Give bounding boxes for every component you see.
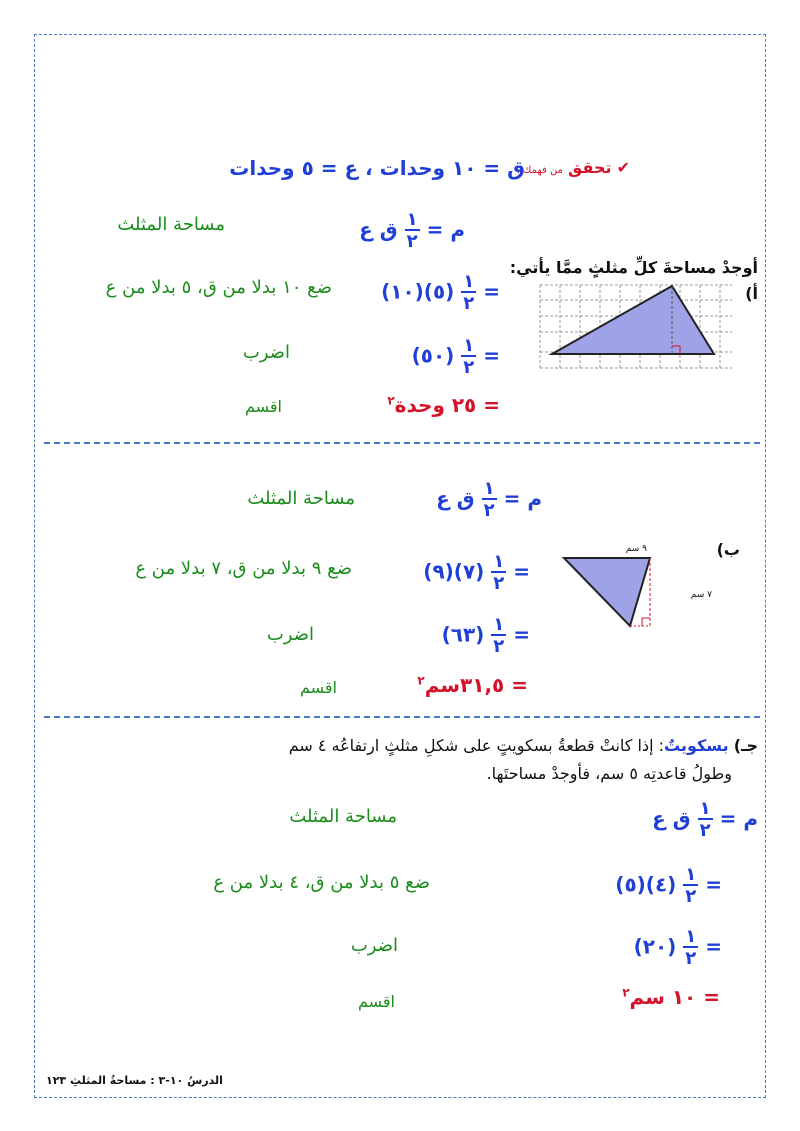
check-label: تحقق: [568, 158, 612, 177]
part-a-step2: = $\frac{١}{٢}$ (٥٠): [411, 335, 500, 378]
part-a-step2-note: اضرب: [242, 342, 290, 363]
given-values: ق = ١٠ وحدات ، ع = ٥ وحدات: [229, 156, 525, 180]
part-b-result: = ٣١,٥سم$^٢$: [417, 673, 528, 697]
part-b-formula: م = $\frac{١}{٢}$ ق ع: [436, 478, 542, 521]
part-b-label: ب): [716, 540, 740, 559]
part-b-step2: = $\frac{١}{٢}$ (٦٣): [441, 614, 530, 657]
formula-lhs: م =: [426, 217, 465, 242]
part-a-label: أ): [745, 284, 758, 303]
part-c-step1: = $\frac{١}{٢}$ (٤)(٥): [615, 864, 722, 907]
part-c-question: جـ) بسكويتٌ: إذا كانتْ قطعةُ بسكويتٍ على شكلِ مثلثٍ ارتفاعُه ٤ سم: [288, 736, 758, 755]
check-icon: ✔: [616, 158, 630, 177]
part-c-result-note: اقسم: [357, 992, 395, 1011]
check-understanding-badge: [517, 158, 630, 177]
part-a-result: = ٢٥ وحدة$^٢$: [387, 393, 500, 417]
part-b-step1-note: ضع ٩ بدلا من ق، ٧ بدلا من ع: [135, 558, 352, 579]
part-a-formula: [359, 211, 465, 251]
part-a-step1-note: ضع ١٠ بدلا من ق، ٥ بدلا من ع: [105, 277, 332, 298]
part-c-step1-note: ضع ٥ بدلا من ق، ٤ بدلا من ع: [213, 872, 430, 893]
part-b-formula-note: مساحة المثلث: [247, 488, 355, 509]
triangle-a-figure: [536, 280, 736, 370]
divider-1: [44, 442, 760, 444]
part-a-step2-values: (٥٠): [411, 343, 455, 368]
part-c-step2: = $\frac{١}{٢}$ (٢٠): [633, 926, 722, 969]
part-c-result: = ١٠ سم$^٢$: [622, 985, 720, 1009]
part-a-step1-values: (٥)(١٠): [381, 279, 455, 304]
part-a-step1: = $\frac{١}{٢}$ (٥)(١٠): [381, 271, 500, 314]
part-a-result-note: اقسم: [244, 397, 282, 416]
lesson-footer: الدرسُ ١٠-٣ : مساحةُ المثلثِ ١٢٣: [46, 1074, 223, 1087]
exercise-instruction: أوجدْ مساحةَ كلِّ مثلثٍ ممَّا يأتي:: [509, 258, 758, 277]
part-b-step1: = $\frac{١}{٢}$ (٧)(٩): [423, 551, 530, 594]
triangle-b-figure: [560, 548, 690, 630]
part-a-formula-note: مساحة المثلث: [117, 214, 225, 235]
part-c-formula: م = $\frac{١}{٢}$ ق ع: [652, 798, 758, 841]
part-b-base-label: ٩ سم: [625, 544, 647, 554]
part-b-height-label: ٧ سم: [690, 590, 712, 600]
formula-vars: ق ع: [359, 217, 398, 242]
check-sub: من فهمك ،: [516, 165, 563, 176]
part-b-step2-note: اضرب: [266, 624, 314, 645]
part-b-result-note: اقسم: [299, 678, 337, 697]
part-c-question-line2: وطولُ قاعدتِه ٥ سم، فأوجدْ مساحتَها.: [486, 764, 732, 783]
triangle-a: [552, 286, 714, 354]
fraction-half: $\frac{١}{٢}$: [406, 209, 418, 252]
part-c-step2-note: اضرب: [350, 935, 398, 956]
triangle-b: [564, 558, 650, 626]
part-c-formula-note: مساحة المثلث: [289, 806, 397, 827]
divider-2: [44, 716, 760, 718]
